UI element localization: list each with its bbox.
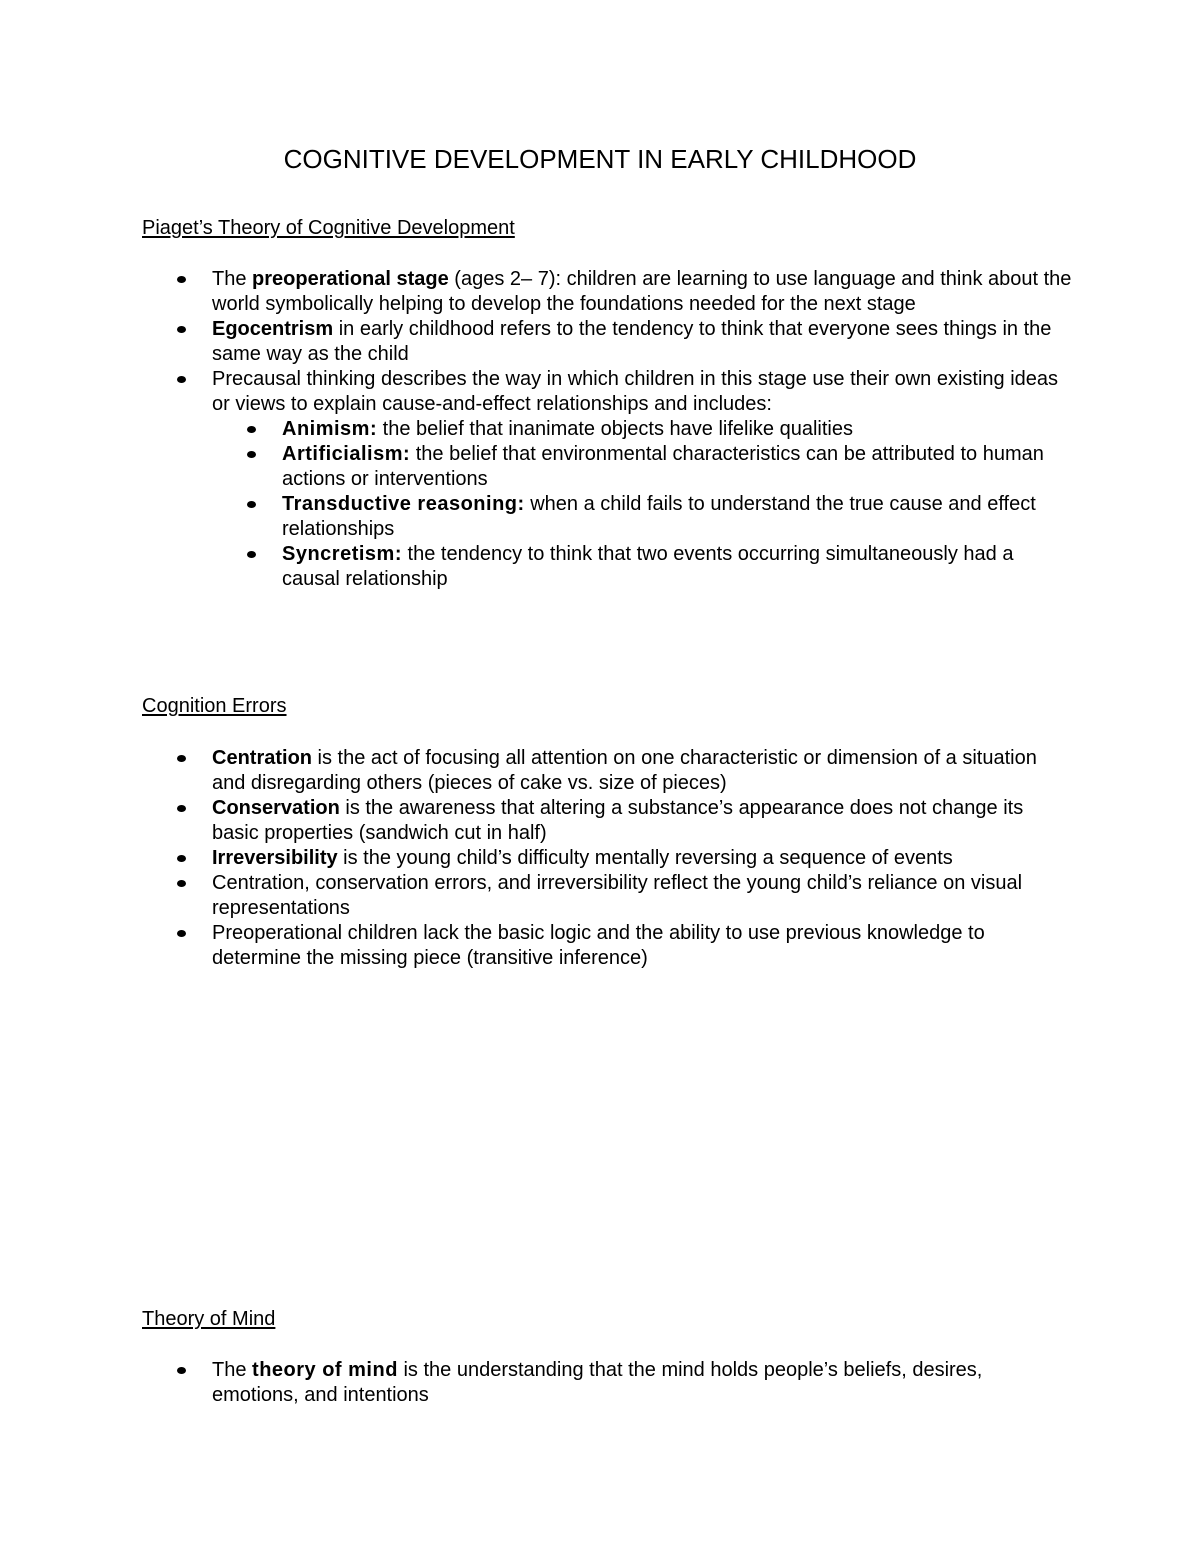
sub-list-item: Syncretism: the tendency to think that two events occurring simultaneously had a causal relationship [282,542,1062,592]
piaget-list [0,267,1072,592]
document-title: COGNITIVE DEVELOPMENT IN EARLY CHILDHOOD [283,144,917,174]
list-item: Conservation is the awareness that altering a substance’s appearance does not change its basic properties (sandwich cut in half) [0,796,1072,846]
sub-list-item: Artificialism: the belief that environmental characteristics can be attributed to human actions or interventions [282,442,1062,492]
bullet-icon [177,276,186,283]
list-item: The theory of mind is the understanding that the mind holds people’s beliefs, desires, emotions, and intentions [0,1358,1072,1408]
list-item: Centration is the act of focusing all attention on one characteristic or dimension of a situation and disregarding others (pieces of cake vs. size of pieces) [0,746,1072,796]
bullet-icon [177,376,186,383]
section-heading-cognition-errors: Cognition Errors [142,695,287,717]
list-item: Centration, conservation errors, and irreversibility reflect the young child’s reliance on visual representations [0,871,1072,921]
list-item: Precausal thinking describes the way in which children in this stage use their own existing ideas or views to explain cause-and-effect relationships and includes: Animism: the belief that inanimate objects have lifelike qualities Artificialism: the belief that environmental characteristics can be attributed to human actions or interventions Transductive reasoning: when a child fails to understand the true cause and effect relationships Syncretism: the tendency to think that two events occurring simultaneously had a causal relationship [0,367,1072,592]
bullet-icon [177,755,186,762]
bullet-icon [177,805,186,812]
sub-list-item: Transductive reasoning: when a child fails to understand the true cause and effect relationships [282,492,1062,542]
bullet-icon [177,326,186,333]
section-heading-theory-of-mind: Theory of Mind [142,1308,276,1330]
bullet-icon [177,880,186,887]
bullet-icon [177,855,186,862]
bullet-icon [247,451,256,458]
bullet-icon [247,551,256,558]
list-item: Egocentrism in early childhood refers to the tendency to think that everyone sees things in the same way as the child [0,317,1072,367]
sub-list-item: Animism: the belief that inanimate objects have lifelike qualities [282,417,1062,442]
bullet-icon [247,426,256,433]
list-item: Preoperational children lack the basic logic and the ability to use previous knowledge to determine the missing piece (transitive inference) [0,921,1072,971]
list-item: Irreversibility is the young child’s difficulty mentally reversing a sequence of events [0,846,1072,871]
precausal-sublist [212,417,1072,592]
bullet-icon [247,501,256,508]
theory-of-mind-list [0,1358,1072,1408]
section-heading-piaget: Piaget’s Theory of Cognitive Development [142,217,515,239]
cognition-errors-list [0,746,1072,971]
bullet-icon [177,930,186,937]
bullet-icon [177,1367,186,1374]
list-item: The preoperational stage (ages 2– 7): children are learning to use language and think about the world symbolically helping to develop the foundations needed for the next stage [0,267,1072,317]
